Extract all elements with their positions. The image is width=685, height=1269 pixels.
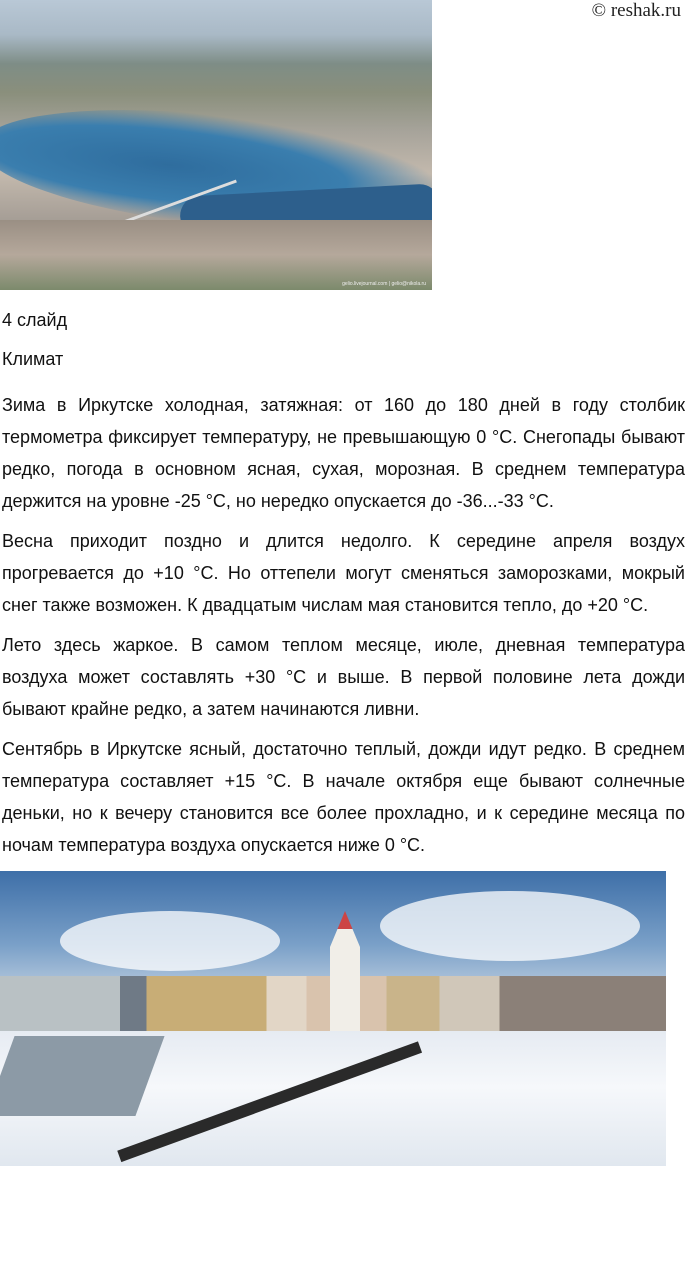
irkutsk-aerial-photo — [0, 0, 432, 290]
cloud — [60, 911, 280, 971]
paragraph-winter: Зима в Иркутске холодная, затяжная: от 160 до 180 дней в году столбик термометра фиксирует температуру, не превышающую 0 °С. Снегопады бывают редко, погода в основном ясная, сухая, морозная. В среднем температура держится на уровне -25 °С, но нередко опускается до -36...-33 °С. — [2, 395, 685, 511]
city-foreground — [0, 220, 432, 290]
climate-text — [2, 389, 685, 861]
slide-number: 4 слайд — [2, 310, 68, 330]
paragraph-autumn: Сентябрь в Иркутске ясный, достаточно теплый, дожди идут редко. В среднем температура составляет +15 °С. В начале октября еще бывают солнечные деньки, но к вечеру становится все более прохладно, и к середине месяца по ночам температура воздуха опускается ниже 0 °С. — [2, 739, 685, 855]
cloud — [380, 891, 640, 961]
photo-credit: gelio.livejournal.com | gelio@nikola.ru — [342, 281, 426, 287]
church-tower — [330, 911, 360, 1031]
paragraph-summer: Лето здесь жаркое. В самом теплом месяце, июле, дневная температура воздуха может составлять +30 °С и выше. В первой половине лета дожди бывают крайне редко, а затем начинаются ливни. — [2, 635, 685, 719]
irkutsk-winter-embankment-photo — [0, 871, 666, 1166]
section-title: Климат — [2, 349, 64, 369]
copyright-watermark: © reshak.ru — [591, 0, 681, 21]
paragraph-spring: Весна приходит поздно и длится недолго. К середине апреля воздух прогревается до +10 °С. Но оттепели могут сменяться заморозками, мокрый снег также возможен. К двадцатым числам мая становится тепло, до +20 °С. — [2, 531, 685, 615]
